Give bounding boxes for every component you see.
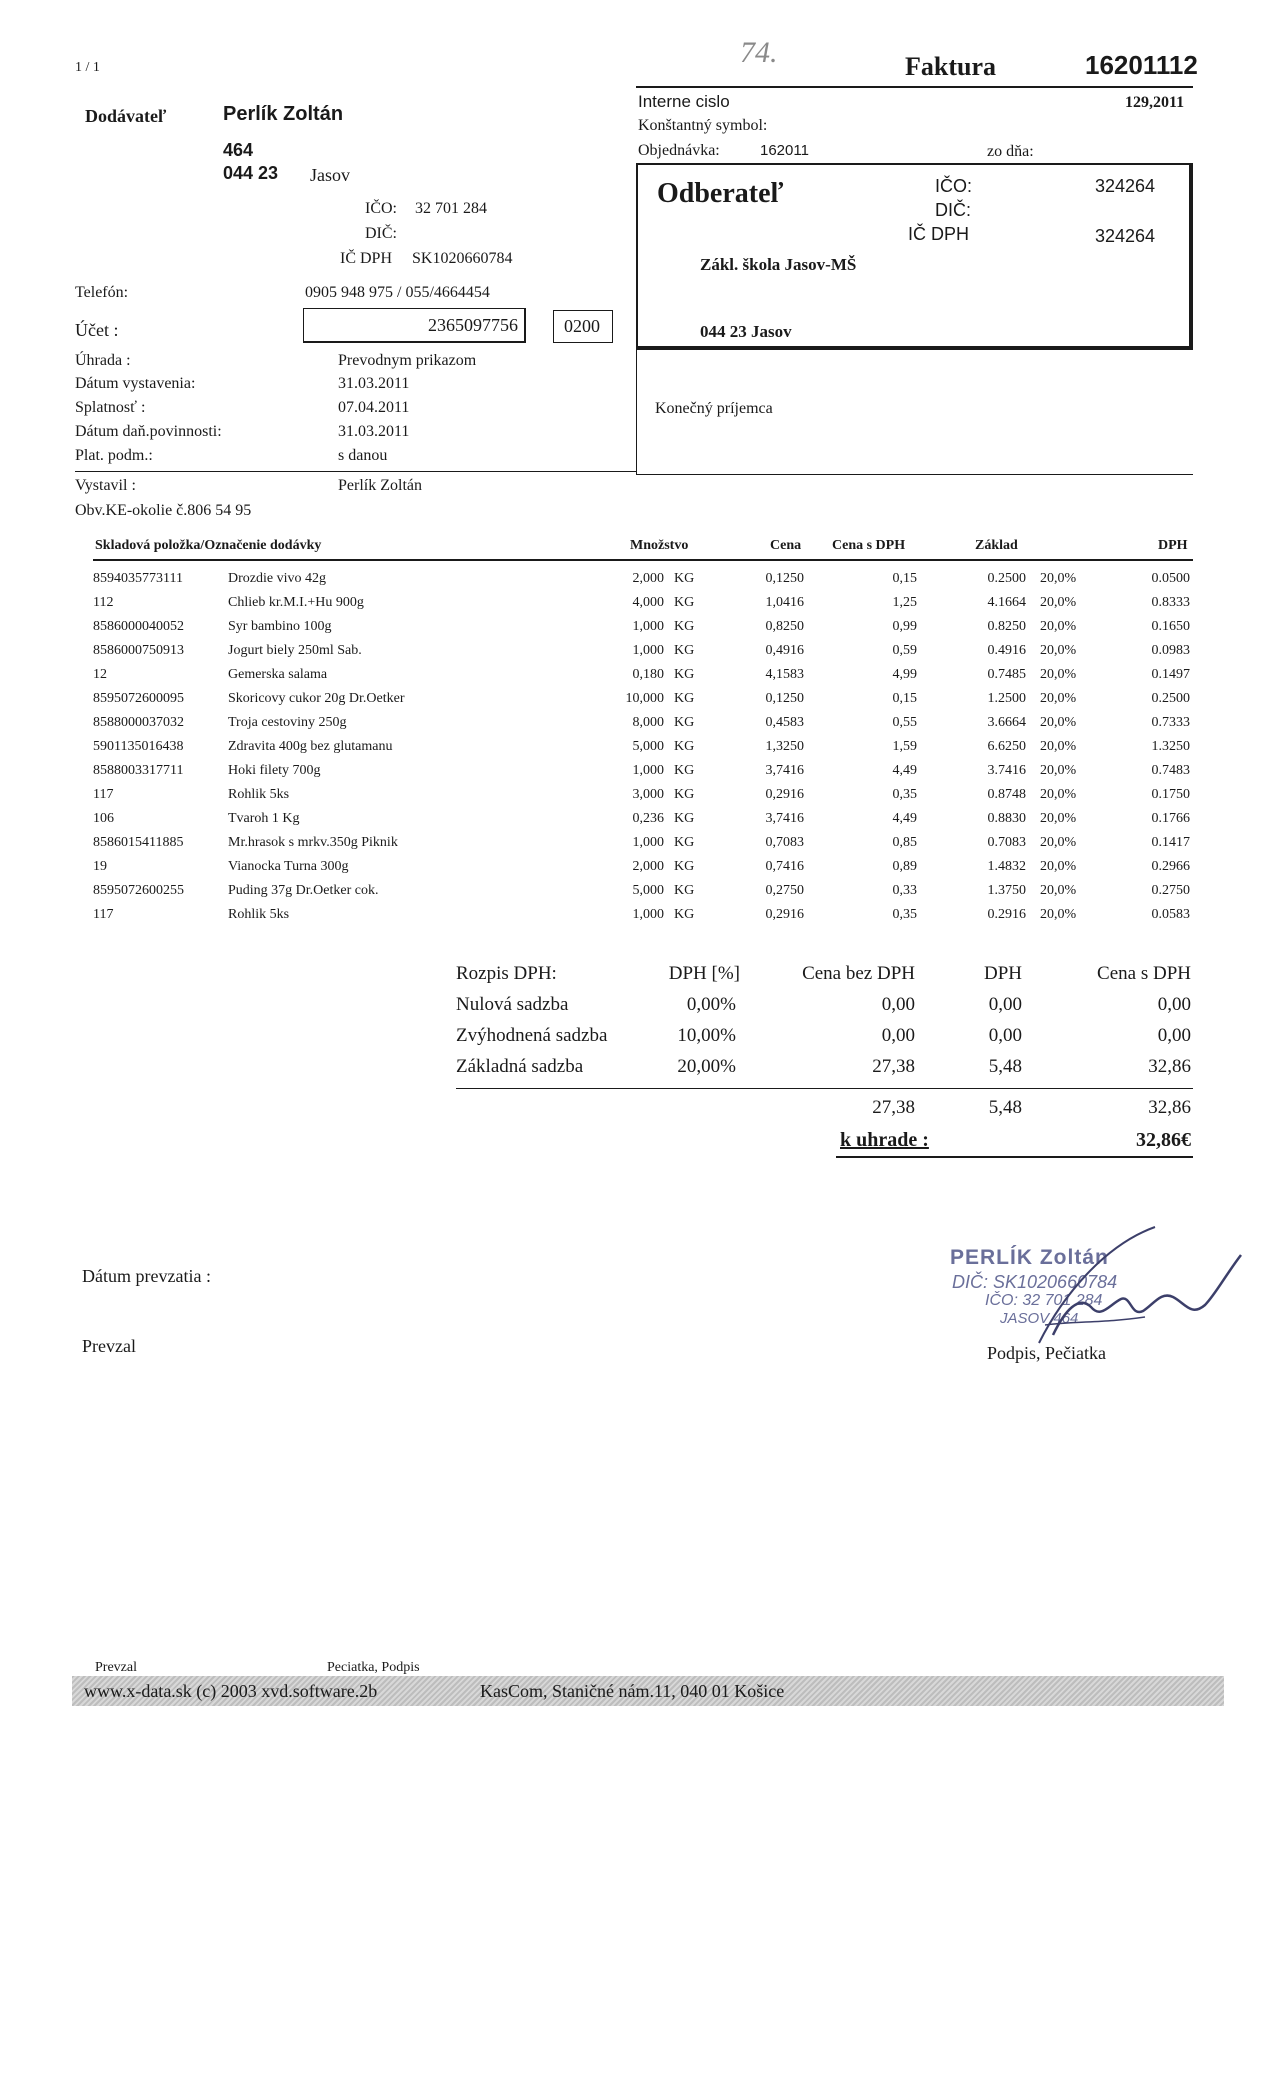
account-value: 2365097756: [428, 315, 518, 335]
item-rate: 20,0%: [1040, 907, 1077, 922]
item-qty: 1,000: [632, 643, 664, 658]
item-code: 8586015411885: [93, 835, 184, 850]
phone-value: 0905 948 975 / 055/4664454: [305, 284, 490, 301]
item-name: Skoricovy cukor 20g Dr.Oetker: [228, 691, 405, 706]
prevzatie-label: Dátum prevzatia :: [82, 1266, 211, 1286]
item-price: 0,2916: [765, 787, 804, 802]
supplier-icdph-label: IČ DPH: [340, 250, 393, 267]
supplier-name: Perlík Zoltán: [223, 103, 344, 125]
to-pay-label: k uhrade :: [840, 1129, 929, 1151]
item-name: Chlieb kr.M.I.+Hu 900g: [228, 595, 364, 610]
customer-icdph-label: IČ DPH: [908, 224, 970, 244]
platpodm-label: Plat. podm.:: [75, 447, 153, 464]
platpodm-value: s danou: [338, 447, 388, 464]
item-code: 5901135016438: [93, 739, 184, 754]
item-name: Tvaroh 1 Kg: [228, 811, 300, 826]
vat-header-base: Cena bez DPH: [802, 963, 915, 984]
vat-summary-rule: [456, 1088, 1193, 1089]
item-price: 1,0416: [765, 595, 804, 610]
table-row: [0, 619, 1275, 643]
item-unit: KG: [674, 859, 695, 874]
item-base: 0.2500: [987, 571, 1026, 586]
item-base: 0.4916: [987, 643, 1026, 658]
item-price-vat: 0,35: [892, 787, 917, 802]
danpov-label: Dátum daň.povinnosti:: [75, 423, 222, 440]
item-base: 4.1664: [987, 595, 1026, 610]
item-price-vat: 0,15: [892, 571, 917, 586]
stamp-line-4: JASOV 464: [1000, 1310, 1079, 1327]
item-vat: 0.1750: [1151, 787, 1190, 802]
phone-label: Telefón:: [75, 284, 129, 301]
item-price: 4,1583: [765, 667, 804, 682]
footer-prevzal: Prevzal: [95, 1660, 137, 1675]
item-base: 1.4832: [987, 859, 1026, 874]
item-name: Zdravita 400g bez glutamanu: [228, 739, 393, 754]
footer-vendor: KasCom, Staničné nám.11, 040 01 Košice: [480, 1681, 785, 1701]
supplier-city: Jasov: [310, 165, 350, 185]
item-unit: KG: [674, 643, 695, 658]
supplier-label: Dodávateľ: [85, 106, 167, 126]
item-name: Drozdie vivo 42g: [228, 571, 326, 586]
item-price: 0,7083: [765, 835, 804, 850]
supplier-street-no: 464: [223, 140, 254, 160]
table-row: [0, 643, 1275, 667]
item-price: 0,4916: [765, 643, 804, 658]
table-row: [0, 763, 1275, 787]
supplier-zip: 044 23: [223, 163, 279, 183]
item-qty: 0,180: [632, 667, 664, 682]
recipient-divider: [636, 350, 637, 474]
vat-row-total: 0,00: [1157, 1025, 1191, 1046]
item-base: 6.6250: [987, 739, 1026, 754]
stamp-line-2: DIČ: SK1020660784: [952, 1272, 1118, 1292]
item-rate: 20,0%: [1040, 763, 1077, 778]
footer-bar: [72, 1676, 1224, 1706]
item-price-vat: 1,59: [892, 739, 917, 754]
item-vat: 1.3250: [1151, 739, 1190, 754]
vat-header-vat: DPH: [983, 963, 1022, 984]
supplier-ico-value: 32 701 284: [415, 200, 487, 217]
item-qty: 0,236: [632, 811, 664, 826]
bank-code-box: [553, 310, 613, 343]
item-vat: 0.1766: [1151, 811, 1190, 826]
objednavka-label: Objednávka:: [638, 142, 720, 159]
table-row: [0, 883, 1275, 907]
vat-header-rate: DPH [%]: [668, 963, 740, 984]
danpov-value: 31.03.2011: [338, 423, 410, 440]
item-price-vat: 0,33: [892, 883, 917, 898]
customer-label: Odberateľ: [657, 178, 784, 209]
col-header-base: Základ: [975, 538, 1018, 553]
item-name: Syr bambino 100g: [228, 619, 332, 634]
vat-row-total: 0,00: [1157, 994, 1191, 1015]
vat-row-vat: 0,00: [988, 994, 1022, 1015]
table-row: [0, 859, 1275, 883]
item-price: 3,7416: [765, 763, 804, 778]
header-rule: [636, 86, 1193, 88]
supplier-icdph-value: SK1020660784: [412, 250, 513, 267]
item-vat: 0.0583: [1151, 907, 1190, 922]
item-vat: 0.8333: [1151, 595, 1190, 610]
page-counter: 1 / 1: [75, 60, 100, 75]
stamp-line-3: IČO: 32 701 284: [985, 1292, 1103, 1309]
recipient-rule: [636, 474, 1193, 475]
item-base: 0.8250: [987, 619, 1026, 634]
item-price-vat: 0,99: [892, 619, 917, 634]
account-box: [303, 308, 526, 343]
item-rate: 20,0%: [1040, 595, 1077, 610]
table-row: [0, 739, 1275, 763]
item-price: 0,1250: [765, 691, 804, 706]
uhrada-label: Úhrada :: [75, 352, 131, 369]
item-code: 12: [93, 667, 107, 682]
item-unit: KG: [674, 811, 695, 826]
splatnost-value: 07.04.2011: [338, 399, 410, 416]
vat-row-rate: 0,00%: [686, 994, 736, 1015]
item-code: 8595072600095: [93, 691, 184, 706]
col-header-price: Cena: [770, 538, 802, 553]
final-recipient: Konečný príjemca: [655, 400, 773, 417]
item-unit: KG: [674, 835, 695, 850]
item-price-vat: 4,49: [892, 811, 917, 826]
vat-row-vat: 5,48: [988, 1056, 1022, 1077]
item-base: 3.6664: [987, 715, 1026, 730]
item-base: 1.3750: [987, 883, 1026, 898]
item-vat: 0.1497: [1151, 667, 1190, 682]
vat-summary-title: Rozpis DPH:: [456, 963, 557, 984]
item-qty: 1,000: [632, 835, 664, 850]
item-qty: 8,000: [632, 715, 664, 730]
item-base: 0.7083: [987, 835, 1026, 850]
item-base: 0.8830: [987, 811, 1026, 826]
item-price: 0,8250: [765, 619, 804, 634]
item-name: Rohlik 5ks: [228, 787, 290, 802]
stamp-line-1: PERLÍK Zoltán: [950, 1246, 1109, 1269]
item-vat: 0.7483: [1151, 763, 1190, 778]
objednavka-value: 162011: [760, 142, 809, 159]
doc-type: Faktura: [905, 52, 996, 81]
item-rate: 20,0%: [1040, 811, 1077, 826]
item-name: Jogurt biely 250ml Sab.: [228, 643, 362, 658]
table-row: [0, 691, 1275, 715]
item-price-vat: 1,25: [892, 595, 917, 610]
item-code: 8588000037032: [93, 715, 184, 730]
doc-number: 16201112: [1085, 50, 1198, 80]
vat-row-label: Základná sadzba: [456, 1056, 584, 1077]
item-unit: KG: [674, 907, 695, 922]
vat-row-label: Nulová sadzba: [456, 994, 569, 1015]
to-pay-value: 32,86€: [1136, 1129, 1191, 1151]
customer-address: 044 23 Jasov: [700, 322, 792, 341]
item-qty: 1,000: [632, 763, 664, 778]
item-unit: KG: [674, 883, 695, 898]
table-row: [0, 787, 1275, 811]
item-vat: 0.2750: [1151, 883, 1190, 898]
podpis-label: Podpis, Pečiatka: [987, 1343, 1106, 1363]
item-unit: KG: [674, 739, 695, 754]
zo-dna-label: zo dňa:: [987, 143, 1034, 160]
item-name: Puding 37g Dr.Oetker cok.: [228, 883, 379, 898]
item-vat: 0.1650: [1151, 619, 1190, 634]
item-vat: 0.2966: [1151, 859, 1190, 874]
splatnost-label: Splatnosť :: [75, 399, 146, 416]
item-unit: KG: [674, 595, 695, 610]
prevzal-label: Prevzal: [82, 1336, 136, 1356]
item-price-vat: 0,55: [892, 715, 917, 730]
table-row: [0, 571, 1275, 595]
customer-dic-label: DIČ:: [935, 200, 971, 220]
bank-code: 0200: [564, 316, 600, 336]
item-price-vat: 0,15: [892, 691, 917, 706]
table-header-rule: [93, 559, 1193, 561]
item-qty: 2,000: [632, 859, 664, 874]
footer-peciatka: Peciatka, Podpis: [327, 1660, 420, 1675]
handwritten-note: 74.: [740, 36, 778, 69]
vystavil-label: Vystavil :: [75, 477, 136, 494]
table-row: [0, 811, 1275, 835]
item-vat: 0.2500: [1151, 691, 1190, 706]
vat-row-total: 32,86: [1148, 1056, 1191, 1077]
item-base: 1.2500: [987, 691, 1026, 706]
item-code: 117: [93, 787, 114, 802]
item-price: 1,3250: [765, 739, 804, 754]
item-unit: KG: [674, 715, 695, 730]
item-vat: 0.7333: [1151, 715, 1190, 730]
vat-row-vat: 0,00: [988, 1025, 1022, 1046]
konst-symbol-label: Konštantný symbol:: [638, 117, 768, 134]
table-row: [0, 595, 1275, 619]
item-unit: KG: [674, 787, 695, 802]
vat-row-base: 27,38: [872, 1056, 915, 1077]
footer-software: www.x-data.sk (c) 2003 xvd.software.2b: [84, 1681, 378, 1701]
item-rate: 20,0%: [1040, 859, 1077, 874]
vat-row-rate: 10,00%: [677, 1025, 736, 1046]
item-base: 0.7485: [987, 667, 1026, 682]
payment-rule: [75, 471, 637, 472]
item-name: Troja cestoviny 250g: [228, 715, 347, 730]
signature-scribble: [1035, 1225, 1245, 1355]
sum-total: 32,86: [1148, 1097, 1191, 1118]
item-base: 3.7416: [987, 763, 1026, 778]
item-unit: KG: [674, 571, 695, 586]
col-header-qty: Množstvo: [630, 538, 689, 553]
item-name: Gemerska salama: [228, 667, 328, 682]
item-code: 112: [93, 595, 114, 610]
item-price: 0,2750: [765, 883, 804, 898]
register-info: Obv.KE-okolie č.806 54 95: [75, 502, 252, 519]
item-qty: 3,000: [632, 787, 664, 802]
item-price: 0,7416: [765, 859, 804, 874]
supplier-ico-label: IČO:: [365, 200, 397, 217]
item-rate: 20,0%: [1040, 835, 1077, 850]
item-rate: 20,0%: [1040, 571, 1077, 586]
item-price: 3,7416: [765, 811, 804, 826]
item-price-vat: 0,59: [892, 643, 917, 658]
item-rate: 20,0%: [1040, 715, 1077, 730]
item-code: 8595072600255: [93, 883, 184, 898]
item-code: 106: [93, 811, 114, 826]
item-price: 0,2916: [765, 907, 804, 922]
customer-icdph-value: 324264: [1095, 226, 1156, 246]
sum-base: 27,38: [872, 1097, 915, 1118]
item-price-vat: 0,89: [892, 859, 917, 874]
item-qty: 1,000: [632, 619, 664, 634]
interne-cislo-value: 129,2011: [1125, 94, 1185, 111]
vat-row-rate: 20,00%: [677, 1056, 736, 1077]
item-unit: KG: [674, 691, 695, 706]
item-code: 8586000040052: [93, 619, 184, 634]
item-price-vat: 0,85: [892, 835, 917, 850]
vystavenie-label: Dátum vystavenia:: [75, 375, 196, 392]
sum-vat: 5,48: [988, 1097, 1022, 1118]
item-qty: 5,000: [632, 883, 664, 898]
item-vat: 0.0500: [1151, 571, 1190, 586]
item-code: 19: [93, 859, 107, 874]
item-qty: 2,000: [632, 571, 664, 586]
col-header-item: Skladová položka/Označenie dodávky: [95, 538, 322, 553]
item-qty: 5,000: [632, 739, 664, 754]
item-name: Mr.hrasok s mrkv.350g Piknik: [228, 835, 398, 850]
item-price: 0,1250: [765, 571, 804, 586]
interne-cislo-label: Interne cislo: [638, 92, 730, 111]
item-rate: 20,0%: [1040, 643, 1077, 658]
item-vat: 0.0983: [1151, 643, 1190, 658]
item-rate: 20,0%: [1040, 667, 1077, 682]
item-unit: KG: [674, 667, 695, 682]
item-price-vat: 4,49: [892, 763, 917, 778]
col-header-vat: DPH: [1158, 538, 1188, 553]
item-name: Rohlik 5ks: [228, 907, 290, 922]
item-unit: KG: [674, 619, 695, 634]
item-vat: 0.1417: [1151, 835, 1190, 850]
item-price: 0,4583: [765, 715, 804, 730]
item-unit: KG: [674, 763, 695, 778]
vat-row-base: 0,00: [881, 1025, 915, 1046]
item-rate: 20,0%: [1040, 883, 1077, 898]
table-row: [0, 715, 1275, 739]
vat-header-total: Cena s DPH: [1097, 963, 1191, 984]
item-name: Vianocka Turna 300g: [228, 859, 349, 874]
vat-row-label: Zvýhodnená sadzba: [456, 1025, 608, 1046]
item-base: 0.2916: [987, 907, 1026, 922]
item-qty: 4,000: [632, 595, 664, 610]
vat-row-base: 0,00: [881, 994, 915, 1015]
item-code: 8588003317711: [93, 763, 184, 778]
col-header-price-vat: Cena s DPH: [832, 538, 906, 553]
item-qty: 10,000: [625, 691, 664, 706]
customer-ico-value: 324264: [1095, 176, 1156, 196]
customer-ico-label: IČO:: [935, 176, 973, 196]
account-label: Účet :: [75, 320, 119, 340]
item-name: Hoki filety 700g: [228, 763, 321, 778]
customer-name: Zákl. škola Jasov-MŠ: [700, 255, 857, 274]
item-qty: 1,000: [632, 907, 664, 922]
item-price-vat: 0,35: [892, 907, 917, 922]
item-rate: 20,0%: [1040, 787, 1077, 802]
item-rate: 20,0%: [1040, 691, 1077, 706]
item-rate: 20,0%: [1040, 739, 1077, 754]
item-rate: 20,0%: [1040, 619, 1077, 634]
table-row: [0, 835, 1275, 859]
vystavil-value: Perlík Zoltán: [338, 477, 422, 494]
table-row: [0, 667, 1275, 691]
vystavenie-value: 31.03.2011: [338, 375, 410, 392]
supplier-dic-label: DIČ:: [365, 225, 397, 242]
item-code: 8586000750913: [93, 643, 184, 658]
item-price-vat: 4,99: [892, 667, 917, 682]
item-code: 8594035773111: [93, 571, 183, 586]
to-pay-rule: [836, 1156, 1193, 1158]
uhrada-value: Prevodnym prikazom: [338, 352, 477, 369]
item-base: 0.8748: [987, 787, 1026, 802]
item-code: 117: [93, 907, 114, 922]
table-row: [0, 907, 1275, 931]
